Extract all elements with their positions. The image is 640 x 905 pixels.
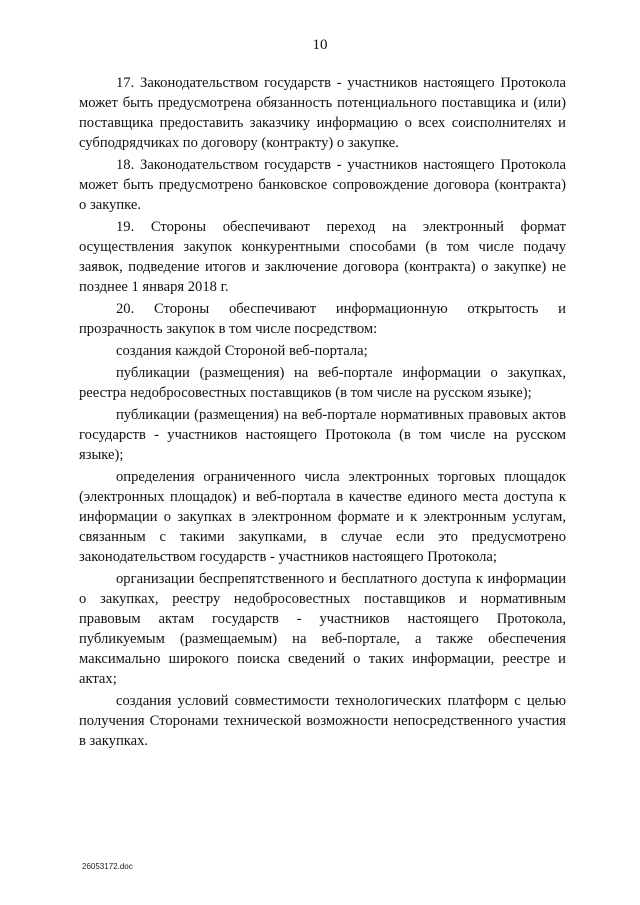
list-item-compatibility: создания условий совместимости технологических платформ с целью получения Сторонами технической возможности непосредственного участия в закупках. — [79, 693, 566, 749]
paragraph-17: 17. Законодательством государств - участников настоящего Протокола может быть предусмотрена обязанность потенциального поставщика и (или) поставщика предоставить заказчику информацию о всех соисполнителях и субподрядчиках по договору (контракту) о закупке. — [79, 75, 566, 151]
document-file-code: 26053172.doc — [82, 862, 133, 871]
page-number: 10 — [312, 37, 328, 53]
list-item-free-access: организации беспрепятственного и бесплатного доступа к информации о закупках, реестру недобросовестных поставщиков и нормативным правовым актам государств - участников настоящего Протокола, публикуемым (размещаемым) на веб-портале, а также обеспечения максимально широкого поиска сведений о таких информации, реестре и актах; — [79, 571, 566, 687]
paragraph-20: 20. Стороны обеспечивают информационную открытость и прозрачность закупок в том числе посредством: — [79, 301, 566, 337]
list-item-procurement-info: публикации (размещения) на веб-портале информации о закупках, реестра недобросовестных поставщиков (в том числе на русском языке); — [79, 365, 566, 401]
paragraph-18: 18. Законодательством государств - участников настоящего Протокола может быть предусмотрено банковское сопровождение договора (контракта) о закупке. — [79, 157, 566, 213]
paragraph-19: 19. Стороны обеспечивают переход на электронный формат осуществления закупок конкурентными способами (в том числе подачу заявок, подведение итогов и заключение договора (контракта) о закупке) не позднее 1 января 2018 г. — [79, 219, 566, 295]
list-item-legal-acts: публикации (размещения) на веб-портале нормативных правовых актов государств - участников настоящего Протокола (в том числе на русском языке); — [79, 407, 566, 463]
document-body — [79, 73, 566, 753]
list-item-trading-platforms: определения ограниченного числа электронных торговых площадок (электронных площадок) и веб-портала в качестве единого места доступа к информации о закупках в электронном формате и к электронным услугам, связанным с такими закупками, в случае если это предусмотрено законодательством государств - участников настоящего Протокола; — [79, 469, 566, 565]
list-item-web-portal: создания каждой Стороной веб-портала; — [116, 343, 368, 359]
